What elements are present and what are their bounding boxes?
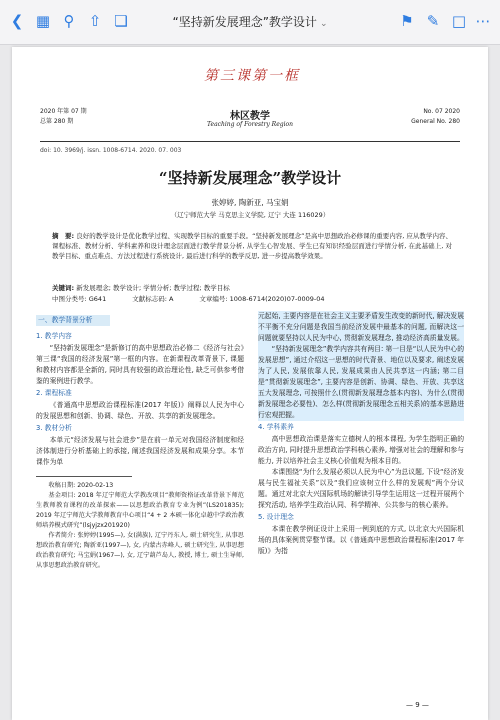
annotate-pen-icon[interactable]: ✎ [426,12,440,30]
abstract-text: 良好的教学设计是优化教学过程、实现教学目标的重要手段。“坚持新发展理念”是高中思想政治必修课的重要内容, 应从教学内容、课程标准、教材分析、学科素养和设计理念层面进行教学背景分析, 从学生心智发展、学生已有知识经验层面进行学情分析, 在此基础上, 对教学目标、重点难点、方法过程进行系统设计, 最后进行科学的教学反思, 进一步提高教学效果。 [52,232,452,260]
issue-number-english: No. 07 2020 [423,108,460,115]
article-title: “坚持新发展理念”教学设计 [158,169,342,187]
subsection-heading: 4. 学科素养 [258,423,294,431]
affiliation: （辽宁师范大学 马克思主义学院, 辽宁 大连 116029） [170,211,330,219]
issue-number: 2020 年第 07 期 [40,108,87,115]
paragraph: “坚持新发展理念”是新修订的高中思想政治必修二《经济与社会》第三课“我国的经济发展”第一框的内容。在新课程改革背景下, 课题和教材内容都是全新的, 同时具有较强的政治理论性, 缺乏可供参考借鉴的案例进行教学。 [36,344,244,385]
paragraph: 本课在教学例证设计上采用一例到底的方式, 以北京大兴国际机场的具体案例贯穿整节课。以《普通高中思想政治课程标准(2017 年版)》为指 [258,525,464,555]
highlighted-paragraph: “坚持新发展理念”教学内容共有两目: 第一目是“以人民为中心的发展思想”, 通过介绍这一思想的时代背景、地位以及要求, 阐述发展为了人民, 发展依靠人民, 发展成果由人民共享这一内涵; 第二目是“贯彻新发展理念”, 主要内容是创新、协调、绿色、开放、共享这五大发展理念, 可按照什么(贯彻新发展理念基本内容)、为什么(贯彻新发展理念必要性)、怎么样(贯彻新发展理念五相关系)的基本思路进行宏观把握。 [258,345,464,419]
issue-total: 总第 280 期 [40,118,74,125]
column-heading: 第三课第一框 [204,68,300,84]
paragraph: 高中思想政治课是落实立德树人的根本课程, 为学生指明正确的政治方向, 同时提升思想政治学科核心素养, 增强对社会的理解和参与能力, 并以培养社会主义核心价值观为根本目的。 [258,435,464,465]
subsection-heading: 3. 教材分析 [36,424,72,432]
chevron-down-icon: ⌄ [319,19,328,29]
journal-name: 林区教学 [230,111,270,122]
footnote-rule [36,476,132,477]
highlighted-paragraph: 元起始, 主要内容是在社会主义主要矛盾发生改变的新时代, 解决发展不平衡不充分问题是我国当前经济发展中最基本的问题, 而解决这一问题就要坚持以人民为中心, 贯彻新发展理念, 推动经济高质量发展。 [258,312,464,342]
abstract-label: 摘 要: [52,232,75,240]
general-number: General No. 280 [411,118,460,125]
paragraph: 本单元“经济发展与社会进步”是在前一单元对我国经济制度和经济体制进行分析基础上的承接, 阐述我国经济发展和成果分享。本节课作为单 [36,436,244,466]
keywords-label: 关键词: [52,284,75,292]
more-options-icon[interactable]: ⋯ [475,12,491,30]
abstract [52,231,452,261]
document-title-text: “坚持新发展理念”教学设计 [172,15,317,29]
search-icon[interactable]: ⚲ [63,12,75,30]
open-in-icon[interactable]: □ [451,12,467,30]
doi: doi: 10. 3969/j. issn. 1008-6714. 2020. 07. 003 [40,147,182,154]
markup-bookmark-icon[interactable]: ⚑ [400,12,414,30]
subsection-heading: 2. 课程标准 [36,389,72,397]
keywords [52,283,452,292]
bookmark-icon[interactable]: ❏ [114,12,128,30]
share-icon[interactable]: ⇧ [88,12,102,30]
document-title[interactable] [140,12,360,32]
paragraph: 《普通高中思想政治课程标准(2017 年版)》阐释以人民为中心的发展思想和创新、协调、绿色、开放、共享的新发展理念。 [36,401,244,420]
clc-number: 中图分类号: G641 [52,295,107,303]
paragraph: 本课围绕“为什么发展必须以人民为中心”为总议题, 下设“经济发展与民生福祉关系”以及“我们应该树立什么样的发展观”两个分议题。通过对北京大兴国际机场的解读引导学生运用这一过程开展两个探究活动, 培养学生政治认同、科学精神、公共参与的核心素养。 [258,468,464,509]
top-toolbar [0,0,500,45]
classification-line [52,294,452,303]
footnote-funding: 基金项目: 2018 年辽宁师范大学教改项目“教师资格证改革背景下师范生教师教育课程的改革探索——以思想政治教育专业为例”(LS201835); 2019 年辽宁师范大学教师教育中心项目“4 + 2 本硕一体化卓越中学政治教师培养模式研究”(lsjyjzx201920) [36,492,244,529]
subsection-heading: 5. 设计理念 [258,513,294,521]
document-page [12,47,488,720]
page-number: — 9 — [406,701,429,709]
article-number: 文章编号: 1008-6714(2020)07-0009-04 [199,295,325,303]
keywords-text: 新发展理念; 教学设计; 学情分析; 教学过程; 教学目标 [76,284,230,292]
journal-name-english: Teaching of Forestry Region [207,121,293,128]
footnote-author-bio: 作者简介: 张婷婷(1995—), 女(满族), 辽宁丹东人, 硕士研究生, 从事思想政治教育研究; 陶新亚(1997—), 女, 内蒙古赤峰人, 硕士研究生, 从事思想政治教育研究; 马宝娟(1967—), 女, 辽宁葫芦岛人, 教授, 博士, 硕士生导师, 从事思想政治教育研究。 [36,532,244,569]
header-rule [40,141,460,142]
footnote-received: 收稿日期: 2020-02-13 [48,482,114,489]
document-code: 文献标志码: A [132,295,174,303]
right-column [258,311,464,557]
section-heading: 一、教学背景分析 [36,315,110,326]
back-chevron-icon[interactable]: ❮ [10,12,24,30]
authors: 张婷婷, 陶新亚, 马宝娟 [211,198,289,207]
left-column [36,311,244,571]
subsection-heading: 1. 教学内容 [36,332,72,340]
grid-view-icon[interactable]: ▦ [35,12,51,30]
